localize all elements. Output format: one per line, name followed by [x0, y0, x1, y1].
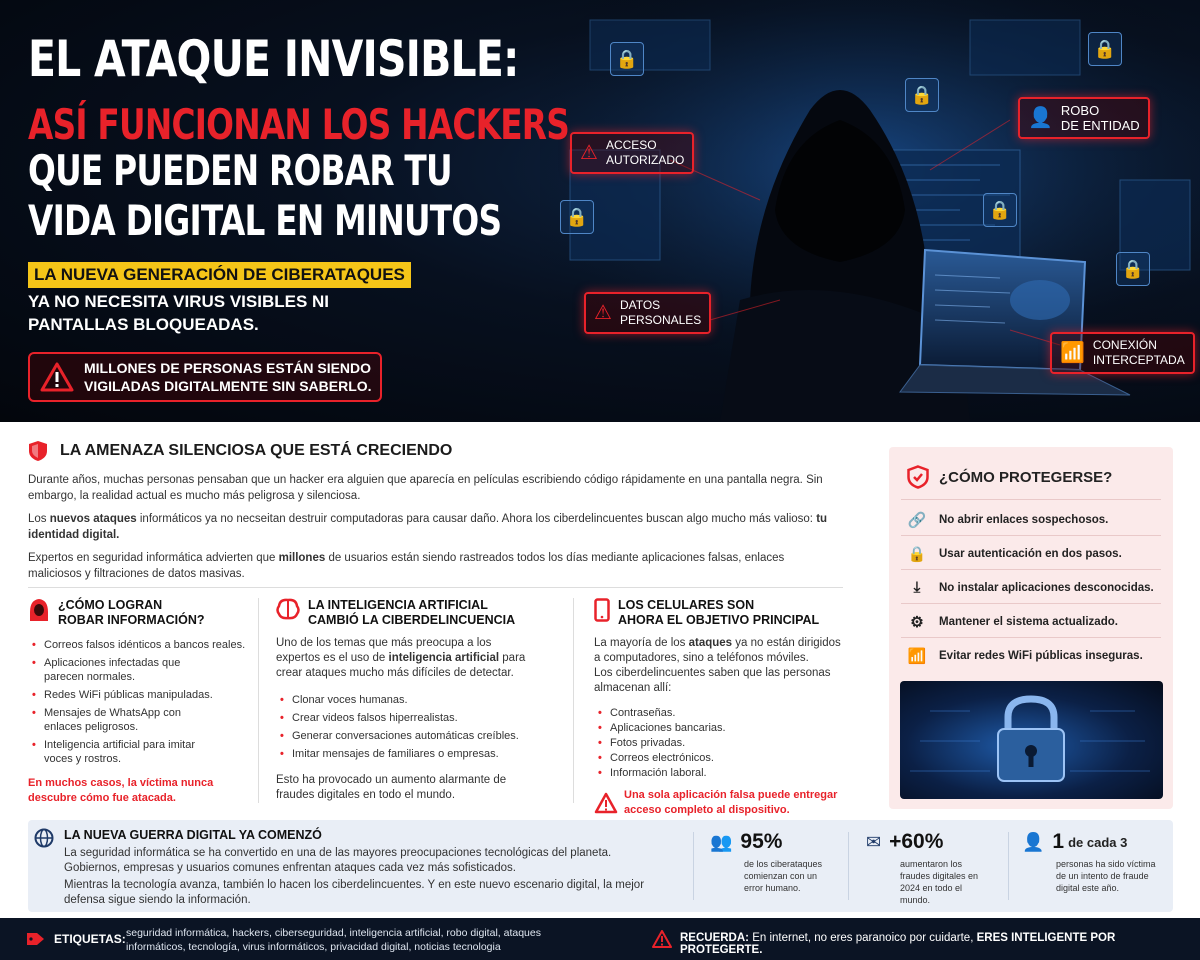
text-bold: millones	[278, 552, 326, 564]
column-intro-2: Los ciberdelincuentes saben que las personas almacenan allí:	[594, 667, 831, 694]
wifi-icon: 📶	[1060, 341, 1085, 364]
protect-item	[907, 545, 1122, 563]
digital-war-section	[28, 820, 1173, 912]
protect-item-label: No instalar aplicaciones desconocidas.	[939, 581, 1154, 594]
globe-icon	[34, 828, 54, 848]
threat-paragraph-3	[28, 550, 838, 582]
list-item: • Generar conversaciones automáticas creíbles.	[276, 729, 556, 743]
column-title-line2: CAMBIÓ LA CIBERDELINCUENCIA	[308, 613, 516, 627]
user-icon: 👤	[1028, 106, 1053, 129]
tag-datos-text	[620, 298, 701, 328]
tag-icon	[26, 931, 46, 947]
protect-header	[907, 465, 1112, 489]
shield-icon	[28, 440, 48, 462]
text: informáticos ya no necseitan destruir computadoras para causar daño. Ahora los ciberdelincuentes buscan algo mucho más valioso:	[136, 513, 817, 525]
divider	[901, 637, 1161, 638]
protect-item-label: Evitar redes WiFi públicas inseguras.	[939, 650, 1143, 662]
text-bold: inteligencia artificial	[388, 652, 500, 664]
column-title-line2: ROBAR INFORMACIÓN?	[58, 613, 205, 627]
protect-item	[907, 579, 1154, 596]
stat-value: +60%	[889, 830, 944, 853]
lock-icon: 🔒	[905, 78, 939, 112]
list-item: • Imitar mensajes de familiares o empresas.	[276, 747, 556, 761]
divider	[901, 535, 1161, 536]
protect-item	[907, 647, 1143, 665]
tag-acceso-line2: AUTORIZADO	[605, 153, 685, 167]
column-celulares	[594, 598, 844, 818]
hero-alert-text	[84, 359, 372, 395]
hero-title-line3: QUE PUEDEN ROBAR TU	[28, 146, 452, 195]
list-item: • Correos electrónicos.	[594, 751, 844, 765]
protect-title: ¿CÓMO PROTEGERSE?	[939, 468, 1113, 486]
tag-conexion-text	[1093, 338, 1185, 368]
stat-value: 95%	[740, 830, 783, 853]
hero-alert	[28, 352, 382, 402]
column-list	[28, 638, 253, 766]
hero-highlight: LA NUEVA GENERACIÓN DE CIBERATAQUES	[28, 262, 411, 288]
hero-subtitle	[28, 290, 329, 336]
tag-robo-identidad	[1018, 97, 1150, 139]
column-title-line1: LOS CELULARES SON	[618, 598, 755, 612]
footer-tags: seguridad informática, hackers, ciberseguridad, inteligencia artificial, robo digital, ataques informáticos, tecnología, virus informáticos, privacidad digital, noticias tecnologia	[126, 927, 541, 953]
hero-alert-line1: MILLONES DE PERSONAS ESTÁN SIENDO	[84, 360, 372, 376]
hero-title-line4: VIDA DIGITAL EN MINUTOS	[28, 196, 502, 245]
column-title-line2: AHORA EL OBJETIVO PRINCIPAL	[618, 613, 820, 627]
lock-icon: 🔒	[983, 193, 1017, 227]
text-bold: ataques	[688, 637, 733, 649]
footer-remember-label: RECUERDA:	[680, 932, 749, 944]
hero-banner	[0, 0, 1200, 422]
tag-datos-line2: PERSONALES	[619, 313, 702, 327]
stat-desc: de los ciberataques comienzan con un error humano.	[744, 859, 823, 893]
list-item: • Información laboral.	[594, 766, 844, 780]
footer-remember	[680, 932, 1200, 956]
protect-item	[907, 613, 1118, 631]
tag-robo-line2: DE ENTIDAD	[1060, 118, 1140, 133]
divider	[901, 603, 1161, 604]
hacker-icon	[28, 598, 50, 622]
protect-item-label: Usar autenticación en dos pasos.	[939, 548, 1122, 560]
column-header	[594, 598, 844, 628]
protect-item-label: No abrir enlaces sospechosos.	[939, 514, 1109, 526]
column-list	[276, 693, 556, 761]
text-bold: ERES INTELIGENTE POR PROTEGERTE.	[680, 932, 1116, 956]
column-title	[308, 598, 515, 628]
stat-95	[710, 830, 834, 894]
section-title-text: LA AMENAZA SILENCIOSA QUE ESTÁ CRECIENDO	[60, 442, 453, 459]
section-title	[28, 440, 452, 462]
list-item: • Clonar voces humanas.	[276, 693, 556, 707]
mail-icon: ✉	[866, 831, 882, 852]
warning-icon	[652, 930, 672, 948]
list-item: • Contraseñas.	[594, 706, 844, 720]
stat-1-de-3	[1022, 830, 1164, 894]
tag-robo-text	[1061, 103, 1140, 133]
divider	[901, 499, 1161, 500]
hero-title-line2: ASÍ FUNCIONAN LOS HACKERS	[28, 100, 570, 149]
text-bold: nuevos ataques	[49, 513, 137, 525]
footer	[0, 918, 1200, 960]
text: de usuarios están siendo rastreados todos los días mediante aplicaciones falsas, enlaces maliciosos y filtraciones de datos masivas.	[28, 552, 785, 580]
lock-icon: 🔒	[907, 546, 927, 563]
list-item: • Inteligencia artificial para imitar voces y rostros.	[28, 738, 218, 766]
text: En internet, no eres paranoico por cuidarte,	[749, 932, 977, 944]
wifi-icon: 📶	[907, 648, 927, 665]
hero-subtitle-line1: YA NO NECESITA VIRUS VISIBLES NI	[28, 292, 330, 311]
divider	[258, 598, 259, 803]
text: La mayoría de los	[594, 637, 689, 649]
phone-icon	[594, 598, 610, 622]
text: para crear ataques mucho más difíciles de detectar.	[276, 652, 526, 679]
war-paragraph-2: Mientras la tecnología avanza, también lo hacen los ciberdelincuentes. Y en este nuevo escenario digital, la mejor defensa sigue siendo la información.	[64, 879, 645, 906]
threat-paragraph-2	[28, 511, 838, 543]
column-title	[58, 598, 205, 628]
column-header	[276, 598, 556, 628]
tag-datos-line1: DATOS	[619, 298, 661, 312]
stat-value-suffix: de cada 3	[1068, 834, 1128, 850]
users-icon: 👥	[710, 831, 733, 852]
divider	[1008, 832, 1009, 900]
tag-acceso-line1: ACCESO	[605, 138, 657, 152]
list-item: • Redes WiFi públicas manipuladas.	[28, 688, 253, 702]
hero-alert-line2: VIGILADAS DIGITALMENTE SIN SABERLO.	[84, 378, 372, 394]
hero-title-line1: EL ATAQUE INVISIBLE:	[28, 30, 519, 88]
list-item: • Aplicaciones infectadas que parecen normales.	[28, 656, 198, 684]
stat-value: 1	[1052, 830, 1065, 853]
shield-icon	[907, 465, 929, 489]
stat-60	[866, 830, 992, 906]
stat-desc: aumentaron los fraudes digitales en 2024 en todo el mundo.	[900, 859, 979, 905]
text: Uno de los temas que más preocupa a los expertos es el uso de	[276, 637, 492, 664]
text: Los	[28, 513, 50, 525]
list-item: • Fotos privadas.	[594, 736, 844, 750]
column-title	[618, 598, 819, 628]
download-icon: ⤓	[913, 579, 921, 596]
warning-icon: ⚠	[594, 301, 612, 324]
text: ya no están dirigidos a computadores, sino a teléfonos móviles.	[594, 637, 841, 664]
text: Expertos en seguridad informática advierten que	[28, 552, 279, 564]
warning-icon: ⚠	[580, 141, 598, 164]
warning-icon	[40, 362, 74, 392]
tag-conexion-line2: INTERCEPTADA	[1092, 353, 1185, 367]
protect-item	[907, 511, 1108, 529]
column-warning	[594, 788, 844, 818]
column-intro	[594, 636, 844, 666]
padlock-icon	[900, 681, 1163, 799]
divider	[28, 587, 843, 588]
list-item: • Correos falsos idénticos a bancos reales.	[28, 638, 253, 652]
brain-icon	[276, 598, 300, 620]
lock-icon: 🔒	[1116, 252, 1150, 286]
list-item: • Mensajes de WhatsApp con enlaces peligrosos.	[28, 706, 188, 734]
lock-icon: 🔒	[1088, 32, 1122, 66]
gear-icon: ⚙	[910, 614, 924, 631]
list-item: • Crear videos falsos hiperrealistas.	[276, 711, 556, 725]
column-intro	[276, 636, 534, 681]
footer-tags-label: ETIQUETAS:	[54, 932, 126, 946]
column-title-line1: LA INTELIGENCIA ARTIFICIAL	[308, 598, 488, 612]
divider	[901, 569, 1161, 570]
divider	[693, 832, 694, 900]
tag-robo-line1: ROBO	[1060, 103, 1100, 118]
protect-item-label: Mantener el sistema actualizado.	[939, 616, 1118, 628]
tag-conexion-line1: CONEXIÓN	[1092, 338, 1157, 352]
link-icon: 🔗	[907, 512, 927, 529]
lock-icon: 🔒	[610, 42, 644, 76]
divider	[573, 598, 574, 803]
column-note: En muchos casos, la víctima nunca descubre cómo fue atacada.	[28, 777, 214, 804]
war-paragraph-1: La seguridad informática se ha convertido en una de las mayores preocupaciones tecnológicas del planeta. Gobiernos, empresas y usuarios comunes enfrentan ataques cada vez más sofisticados.	[64, 847, 612, 874]
lock-icon: 🔒	[560, 200, 594, 234]
column-list	[594, 706, 844, 780]
padlock-image	[900, 681, 1163, 799]
tag-conexion-interceptada	[1050, 332, 1195, 374]
column-ia	[276, 598, 556, 803]
hacker-icon: 👤	[1022, 831, 1045, 852]
column-title-line1: ¿CÓMO LOGRAN	[58, 598, 163, 612]
threat-paragraph-1: Durante años, muchas personas pensaban que un hacker era alguien que aparecía en películas escribiendo código rápidamente en una pantalla negra. Sin embargo, la realidad actual es mucho más peligrosa y silenciosa.	[28, 474, 823, 502]
warning-icon	[594, 792, 618, 814]
tag-datos-personales	[584, 292, 711, 334]
stat-desc: personas ha sido víctima de un intento de fraude digital este año.	[1056, 859, 1156, 893]
column-header	[28, 598, 253, 628]
hero-subtitle-line2: PANTALLAS BLOQUEADAS.	[28, 315, 259, 334]
list-item: • Aplicaciones bancarias.	[594, 721, 844, 735]
tag-acceso-text	[606, 138, 684, 168]
column-warning-text: Una sola aplicación falsa puede entregar acceso completo al dispositivo.	[624, 789, 838, 816]
column-robar-info	[28, 598, 253, 806]
divider	[848, 832, 849, 900]
text-bold: tu identidad digital.	[28, 513, 828, 541]
column-outro: Esto ha provocado un aumento alarmante de fraudes digitales en todo el mundo.	[276, 774, 507, 801]
war-title: LA NUEVA GUERRA DIGITAL YA COMENZÓ	[64, 828, 322, 842]
tag-acceso-autorizado	[570, 132, 694, 174]
